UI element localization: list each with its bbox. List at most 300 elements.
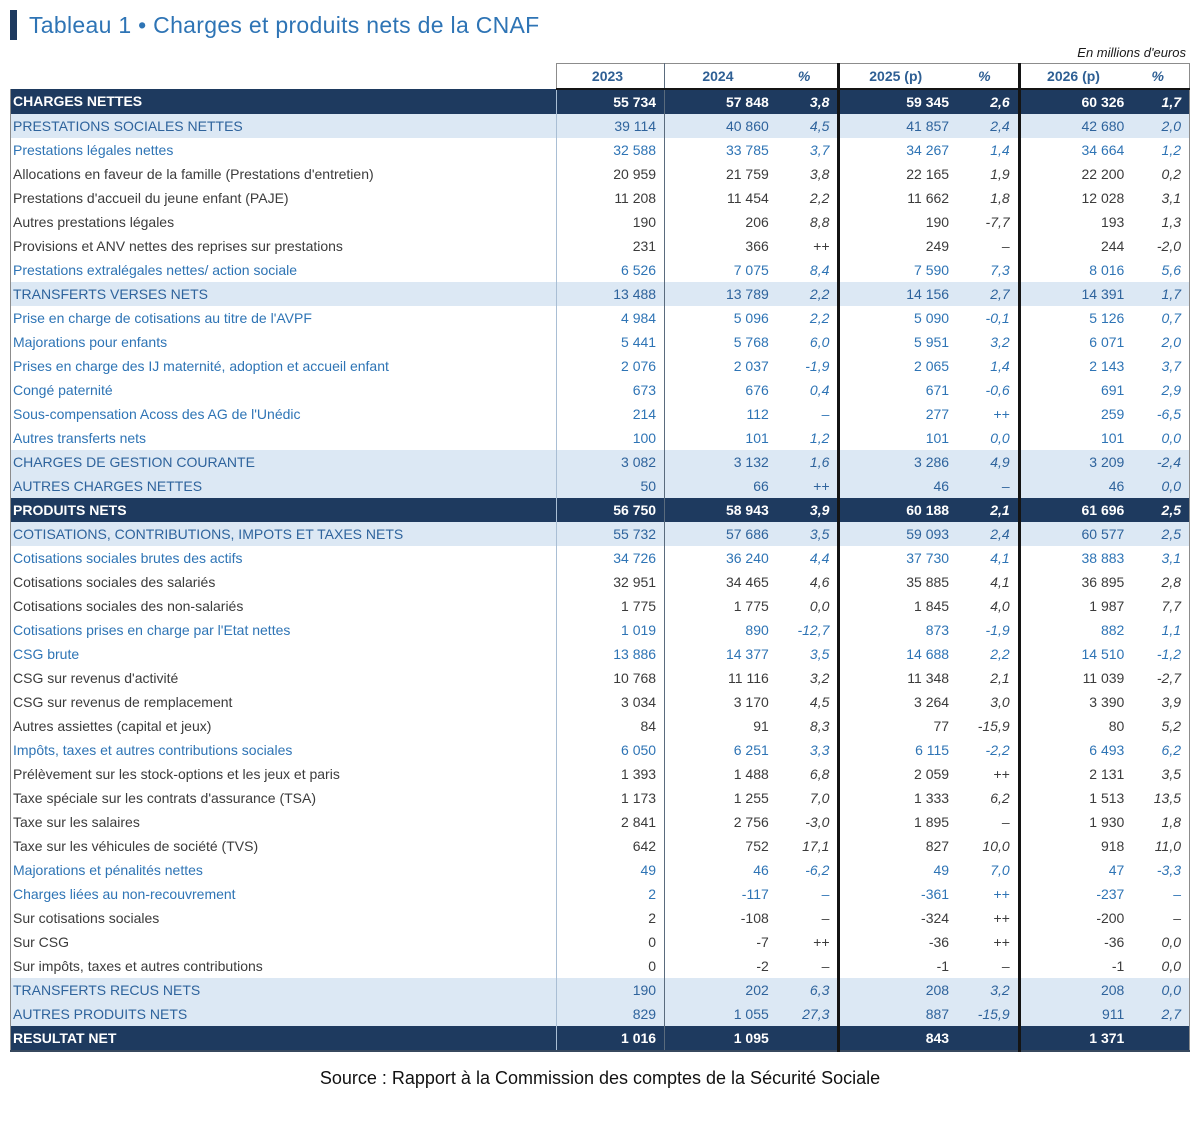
value-cell: 6 050 [556,738,664,762]
table-row [11,210,1190,234]
pct-cell: 6,2 [957,786,1019,810]
pct-cell: 3,2 [957,978,1019,1002]
pct-cell: 7,3 [957,258,1019,282]
table-row [11,978,1190,1002]
value-cell: 6 526 [556,258,664,282]
pct-cell: -2,4 [1132,450,1189,474]
table-row [11,570,1190,594]
value-cell: 11 348 [839,666,957,690]
value-cell: 1 095 [665,1026,777,1051]
value-cell: 34 664 [1019,138,1132,162]
pct-cell: 1,7 [1132,89,1189,114]
pct-cell: 3,3 [777,738,839,762]
pct-cell: -3,0 [777,810,839,834]
table-row [11,234,1190,258]
value-cell: 887 [839,1002,957,1026]
pct-cell: 0,0 [1132,426,1189,450]
value-cell: 1 775 [556,594,664,618]
value-cell: 827 [839,834,957,858]
value-cell: 202 [665,978,777,1002]
value-cell: 60 188 [839,498,957,522]
pct-cell: 2,0 [1132,330,1189,354]
value-cell: -108 [665,906,777,930]
pct-cell: 0,0 [1132,474,1189,498]
value-cell: -1 [839,954,957,978]
table-row [11,522,1190,546]
row-label: CHARGES DE GESTION COURANTE [11,450,557,474]
value-cell: 36 895 [1019,570,1132,594]
value-cell: 206 [665,210,777,234]
column-header: 2025 (p) [839,64,957,90]
pct-cell: ++ [957,930,1019,954]
value-cell: 35 885 [839,570,957,594]
pct-cell: 0,0 [1132,954,1189,978]
title-row [10,10,1190,40]
value-cell: 190 [839,210,957,234]
pct-cell: – [957,954,1019,978]
pct-cell: – [777,882,839,906]
value-cell: 3 209 [1019,450,1132,474]
table-row [11,834,1190,858]
pct-cell: 0,7 [1132,306,1189,330]
pct-cell: ++ [957,402,1019,426]
row-label: Sur cotisations sociales [11,906,557,930]
value-cell: 208 [839,978,957,1002]
source-note: Source : Rapport à la Commission des comptes de la Sécurité Sociale [319,1068,881,1088]
value-cell: 20 959 [556,162,664,186]
pct-cell: -2,2 [957,738,1019,762]
value-cell: 1 895 [839,810,957,834]
value-cell: 208 [1019,978,1132,1002]
pct-cell: -15,9 [957,1002,1019,1026]
value-cell: 214 [556,402,664,426]
value-cell: 1 173 [556,786,664,810]
value-cell: 843 [839,1026,957,1051]
row-label: Taxe spéciale sur les contrats d'assurance (TSA) [11,786,557,810]
value-cell: 3 264 [839,690,957,714]
value-cell: 57 848 [665,89,777,114]
pct-cell: – [957,810,1019,834]
row-label: TRANSFERTS RECUS NETS [11,978,557,1002]
value-cell: 5 768 [665,330,777,354]
column-header: 2023 [556,64,664,90]
table-row [11,858,1190,882]
pct-cell: – [1132,906,1189,930]
value-cell: 752 [665,834,777,858]
value-cell: 101 [665,426,777,450]
pct-cell: 1,9 [957,162,1019,186]
value-cell: 2 065 [839,354,957,378]
pct-cell: 2,5 [1132,498,1189,522]
table-row [11,738,1190,762]
pct-cell: 3,8 [777,89,839,114]
table-row [11,618,1190,642]
row-label: AUTRES CHARGES NETTES [11,474,557,498]
value-cell: 1 488 [665,762,777,786]
value-cell: 1 016 [556,1026,664,1051]
value-cell: 5 090 [839,306,957,330]
pct-cell: 3,9 [1132,690,1189,714]
value-cell: 49 [839,858,957,882]
pct-cell: 3,2 [957,330,1019,354]
value-cell: 84 [556,714,664,738]
pct-cell: 7,0 [777,786,839,810]
table-row [11,450,1190,474]
value-cell: 14 688 [839,642,957,666]
pct-cell: – [957,474,1019,498]
value-cell: 5 126 [1019,306,1132,330]
pct-cell: -15,9 [957,714,1019,738]
value-cell: 642 [556,834,664,858]
row-label: Cotisations sociales brutes des actifs [11,546,557,570]
value-cell: 3 286 [839,450,957,474]
value-cell: 38 883 [1019,546,1132,570]
value-cell: 49 [556,858,664,882]
value-cell: 2 076 [556,354,664,378]
pct-cell: -3,3 [1132,858,1189,882]
pct-cell: 1,2 [1132,138,1189,162]
pct-cell: 3,7 [1132,354,1189,378]
pct-cell: 4,1 [957,570,1019,594]
pct-cell: 5,6 [1132,258,1189,282]
row-label: Prises en charge des IJ maternité, adoption et accueil enfant [11,354,557,378]
row-label: Sur CSG [11,930,557,954]
pct-cell: 6,0 [777,330,839,354]
row-label: Cotisations sociales des salariés [11,570,557,594]
value-cell: 33 785 [665,138,777,162]
pct-cell: 4,5 [777,114,839,138]
table-row [11,810,1190,834]
value-cell: 1 393 [556,762,664,786]
table-row [11,1002,1190,1026]
value-cell: -361 [839,882,957,906]
pct-cell: 0,0 [1132,978,1189,1002]
pct-cell: – [777,906,839,930]
value-cell: 47 [1019,858,1132,882]
pct-cell: 2,2 [777,306,839,330]
value-cell: -2 [665,954,777,978]
value-cell: -36 [1019,930,1132,954]
column-header: % [1132,64,1189,90]
value-cell: 671 [839,378,957,402]
row-label: PRODUITS NETS [11,498,557,522]
value-cell: 918 [1019,834,1132,858]
value-cell: 2 [556,906,664,930]
table-row [11,354,1190,378]
pct-cell: 3,0 [957,690,1019,714]
pct-cell: -1,2 [1132,642,1189,666]
row-label: Congé paternité [11,378,557,402]
row-label: Autres assiettes (capital et jeux) [11,714,557,738]
pct-cell: 1,8 [957,186,1019,210]
value-cell: 8 016 [1019,258,1132,282]
value-cell: 3 170 [665,690,777,714]
pct-cell: 7,0 [957,858,1019,882]
table-row [11,138,1190,162]
value-cell: 2 143 [1019,354,1132,378]
value-cell: 2 037 [665,354,777,378]
value-cell: -117 [665,882,777,906]
pct-cell: 3,5 [777,522,839,546]
value-cell: 14 510 [1019,642,1132,666]
unit-note: En millions d'euros [1077,45,1186,60]
row-label: Sur impôts, taxes et autres contributions [11,954,557,978]
value-cell: 7 075 [665,258,777,282]
pct-cell: ++ [957,762,1019,786]
value-cell: 911 [1019,1002,1132,1026]
table-row [11,162,1190,186]
row-label: Cotisations prises en charge par l'Etat nettes [11,618,557,642]
pct-cell: -6,5 [1132,402,1189,426]
title-accent-bar [10,10,17,40]
pct-cell: 1,2 [777,426,839,450]
pct-cell: 3,1 [1132,186,1189,210]
pct-cell: 2,7 [957,282,1019,306]
row-label: AUTRES PRODUITS NETS [11,1002,557,1026]
value-cell: 55 732 [556,522,664,546]
row-label: CSG sur revenus d'activité [11,666,557,690]
value-cell: 57 686 [665,522,777,546]
pct-cell: -1,9 [777,354,839,378]
pct-cell: ++ [957,906,1019,930]
value-cell: 231 [556,234,664,258]
pct-cell: 6,2 [1132,738,1189,762]
pct-cell: -2,7 [1132,666,1189,690]
pct-cell: 2,2 [777,282,839,306]
value-cell: 366 [665,234,777,258]
value-cell: 21 759 [665,162,777,186]
value-cell: 46 [1019,474,1132,498]
value-cell: 1 055 [665,1002,777,1026]
value-cell: 58 943 [665,498,777,522]
pct-cell: 3,5 [1132,762,1189,786]
value-cell: 12 028 [1019,186,1132,210]
table-row [11,954,1190,978]
table-row [11,498,1190,522]
pct-cell: 8,3 [777,714,839,738]
value-cell: 42 680 [1019,114,1132,138]
pct-cell: 1,4 [957,138,1019,162]
row-label: Taxe sur les salaires [11,810,557,834]
row-label: Autres transferts nets [11,426,557,450]
value-cell: 882 [1019,618,1132,642]
pct-cell: 4,9 [957,450,1019,474]
pct-cell: 3,7 [777,138,839,162]
pct-cell: 2,5 [1132,522,1189,546]
value-cell: 34 465 [665,570,777,594]
value-cell: 890 [665,618,777,642]
row-label: Impôts, taxes et autres contributions sociales [11,738,557,762]
pct-cell: 4,0 [957,594,1019,618]
pct-cell: -0,6 [957,378,1019,402]
value-cell: 14 156 [839,282,957,306]
pct-cell: 3,1 [1132,546,1189,570]
value-cell: -36 [839,930,957,954]
value-cell: 277 [839,402,957,426]
value-cell: 32 951 [556,570,664,594]
table-row [11,714,1190,738]
page-title: Tableau 1 • Charges et produits nets de la CNAF [29,11,540,38]
pct-cell: 11,0 [1132,834,1189,858]
pct-cell: 3,9 [777,498,839,522]
table-body [11,89,1190,1051]
value-cell: 10 768 [556,666,664,690]
table-row [11,1026,1190,1051]
table-row [11,474,1190,498]
value-cell: 34 726 [556,546,664,570]
table-header [11,64,1190,90]
value-cell: 0 [556,930,664,954]
value-cell: 11 454 [665,186,777,210]
row-label: CSG sur revenus de remplacement [11,690,557,714]
value-cell: 190 [556,210,664,234]
row-label: CSG brute [11,642,557,666]
value-cell: 1 513 [1019,786,1132,810]
value-cell: -7 [665,930,777,954]
table-row [11,762,1190,786]
value-cell: 676 [665,378,777,402]
pct-cell: 0,0 [1132,930,1189,954]
value-cell: 66 [665,474,777,498]
pct-cell: 0,2 [1132,162,1189,186]
value-cell: 46 [839,474,957,498]
pct-cell: 1,4 [957,354,1019,378]
value-cell: 34 267 [839,138,957,162]
value-cell: 40 860 [665,114,777,138]
value-cell: 61 696 [1019,498,1132,522]
value-cell: 77 [839,714,957,738]
value-cell: 5 441 [556,330,664,354]
pct-cell [957,1026,1019,1051]
pct-cell: 2,7 [1132,1002,1189,1026]
row-label: COTISATIONS, CONTRIBUTIONS, IMPOTS ET TAXES NETS [11,522,557,546]
value-cell: 2 841 [556,810,664,834]
row-label: Cotisations sociales des non-salariés [11,594,557,618]
value-cell: 6 071 [1019,330,1132,354]
pct-cell: 4,1 [957,546,1019,570]
pct-cell: -12,7 [777,618,839,642]
row-label: Majorations pour enfants [11,330,557,354]
value-cell: 3 390 [1019,690,1132,714]
value-cell: 22 200 [1019,162,1132,186]
pct-cell: 2,2 [777,186,839,210]
table-row [11,930,1190,954]
value-cell: 60 577 [1019,522,1132,546]
pct-cell: ++ [777,474,839,498]
pct-cell: 1,6 [777,450,839,474]
value-cell: 259 [1019,402,1132,426]
value-cell: 11 116 [665,666,777,690]
row-label: PRESTATIONS SOCIALES NETTES [11,114,557,138]
pct-cell: 2,1 [957,666,1019,690]
value-cell: 56 750 [556,498,664,522]
pct-cell: 1,3 [1132,210,1189,234]
pct-cell: 2,6 [957,89,1019,114]
value-cell: 7 590 [839,258,957,282]
pct-cell: 2,9 [1132,378,1189,402]
value-cell: 673 [556,378,664,402]
pct-cell: 27,3 [777,1002,839,1026]
pct-cell: 5,2 [1132,714,1189,738]
table-row [11,282,1190,306]
value-cell: 6 115 [839,738,957,762]
value-cell: 6 251 [665,738,777,762]
value-cell: 4 984 [556,306,664,330]
value-cell: 691 [1019,378,1132,402]
row-label: Prélèvement sur les stock-options et les jeux et paris [11,762,557,786]
value-cell: 37 730 [839,546,957,570]
row-label: Sous-compensation Acoss des AG de l'Unédic [11,402,557,426]
pct-cell: 0,4 [777,378,839,402]
value-cell: 14 377 [665,642,777,666]
value-cell: 2 756 [665,810,777,834]
value-cell: 11 662 [839,186,957,210]
value-cell: 1 987 [1019,594,1132,618]
value-cell: -324 [839,906,957,930]
pct-cell: 0,0 [777,594,839,618]
row-label: Majorations et pénalités nettes [11,858,557,882]
corner-cell [11,64,557,90]
pct-cell: ++ [777,930,839,954]
row-label: TRANSFERTS VERSES NETS [11,282,557,306]
row-label: Provisions et ANV nettes des reprises sur prestations [11,234,557,258]
value-cell: 1 845 [839,594,957,618]
pct-cell: -0,1 [957,306,1019,330]
table-row [11,330,1190,354]
value-cell: 32 588 [556,138,664,162]
pct-cell: 1,8 [1132,810,1189,834]
value-cell: 13 886 [556,642,664,666]
row-label: Taxe sur les véhicules de société (TVS) [11,834,557,858]
value-cell: 1 019 [556,618,664,642]
column-header: % [777,64,839,90]
table-row [11,690,1190,714]
value-cell: 5 096 [665,306,777,330]
pct-cell: 1,7 [1132,282,1189,306]
row-label: Allocations en faveur de la famille (Prestations d'entretien) [11,162,557,186]
value-cell: 100 [556,426,664,450]
table-row [11,882,1190,906]
pct-cell: 8,4 [777,258,839,282]
column-header: 2026 (p) [1019,64,1132,90]
pct-cell: 3,8 [777,162,839,186]
value-cell: 190 [556,978,664,1002]
pct-cell: 2,4 [957,522,1019,546]
row-label: Autres prestations légales [11,210,557,234]
table-row [11,258,1190,282]
value-cell: 0 [556,954,664,978]
pct-cell: 6,3 [777,978,839,1002]
pct-cell [1132,1026,1189,1051]
value-cell: 1 930 [1019,810,1132,834]
pct-cell: -1,9 [957,618,1019,642]
row-label: RESULTAT NET [11,1026,557,1051]
pct-cell: 2,2 [957,642,1019,666]
row-label: Prestations d'accueil du jeune enfant (PAJE) [11,186,557,210]
pct-cell: 4,6 [777,570,839,594]
table-row [11,642,1190,666]
value-cell: 55 734 [556,89,664,114]
value-cell: 46 [665,858,777,882]
table-row [11,594,1190,618]
value-cell: 91 [665,714,777,738]
pct-cell: 8,8 [777,210,839,234]
row-label: Prise en charge de cotisations au titre de l'AVPF [11,306,557,330]
value-cell: 50 [556,474,664,498]
table-row [11,306,1190,330]
value-cell: -237 [1019,882,1132,906]
value-cell: 59 093 [839,522,957,546]
